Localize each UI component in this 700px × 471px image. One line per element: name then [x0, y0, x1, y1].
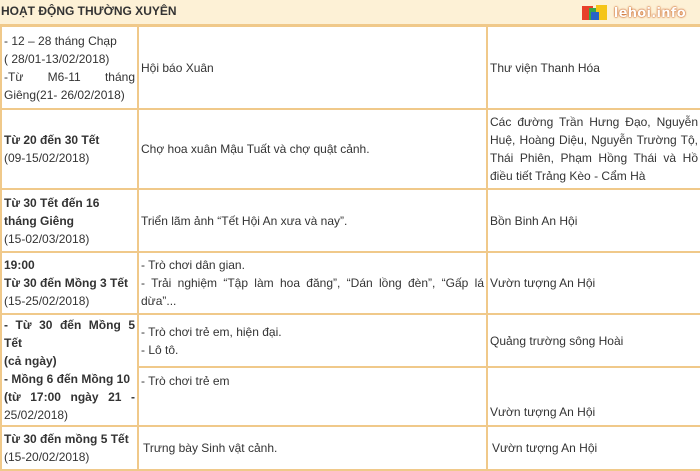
time-line: -Từ M6-11 tháng — [4, 69, 135, 84]
time-line: (15-02/03/2018) — [4, 231, 90, 246]
activity-text: Chợ hoa xuân Mậu Tuất và chợ quật cảnh. — [141, 142, 370, 156]
place-cell — [487, 26, 700, 109]
time-line: (09-15/02/2018) — [4, 151, 90, 165]
activity-line: - Trải nghiệm “Tập làm hoa đăng”, “Dán lồng đèn”, “Gấp lá dừa”... — [141, 276, 484, 308]
time-line: 25/02/2018) — [4, 408, 69, 422]
watermark-text: lehoi.info — [613, 5, 686, 21]
activity-cell — [138, 314, 487, 367]
table-row — [1, 189, 700, 252]
section-title: HOẠT ĐỘNG THƯỜNG XUYÊN — [1, 4, 177, 18]
place-text: Quảng trường sông Hoài — [490, 333, 624, 348]
activity-line: - Trò chơi trẻ em — [141, 374, 230, 389]
events-table — [0, 25, 700, 471]
time-line: ( 28/01-13/02/2018) — [4, 51, 110, 66]
place-text: Thư viện Thanh Hóa — [490, 60, 600, 75]
place-cell — [487, 189, 700, 252]
time-bold: Từ 30 đến mồng 5 Tết — [4, 432, 129, 446]
place-cell — [487, 252, 700, 314]
time-line: (15-20/02/2018) — [4, 450, 90, 464]
activity-cell — [138, 367, 487, 426]
activity-line: - Lô tô. — [141, 342, 179, 357]
time-bold: - Từ 30 đến Mồng 5 Tết — [4, 318, 135, 350]
time-cell — [1, 26, 138, 109]
place-text: Bồn Binh An Hội — [490, 213, 578, 228]
lehoi-logo-icon — [580, 4, 610, 22]
time-bold: (từ 17:00 ngày 21 - — [4, 390, 135, 404]
activity-cell — [138, 26, 487, 109]
activity-line: - Trò chơi dân gian. — [141, 258, 245, 272]
table-row — [1, 26, 700, 109]
table-row — [1, 314, 700, 367]
place-cell — [487, 109, 700, 189]
time-bold: Từ 30 Tết đến 16 tháng Giêng — [4, 195, 100, 228]
activity-text: Triển lãm ảnh “Tết Hội An xưa và nay”. — [141, 213, 348, 228]
place-cell — [487, 426, 700, 470]
time-cell — [1, 109, 138, 189]
activity-cell — [138, 426, 487, 470]
time-cell — [1, 426, 138, 470]
activity-text: Hội báo Xuân — [141, 60, 214, 75]
activity-cell — [138, 109, 487, 189]
watermark — [580, 4, 686, 22]
place-text: Vườn tượng An Hội — [492, 441, 598, 455]
place-text: Các đường Trần Hưng Đạo, Nguyễn Huệ, Hoàng Diệu, Nguyễn Trường Tộ, Thái Phiên, Phạm Hồng Thái và Hồ điều tiết Trảng Kèo - Cẩm Hà — [490, 115, 698, 183]
time-cell — [1, 189, 138, 252]
time-bold: Từ 20 đến 30 Tết — [4, 133, 100, 147]
place-cell — [487, 367, 700, 426]
time-line: - 12 – 28 tháng Chạp — [4, 33, 117, 48]
table-row — [1, 109, 700, 189]
place-text: Vườn tượng An Hội — [490, 276, 596, 290]
section-header — [0, 0, 700, 25]
activity-text: Trưng bày Sinh vật cảnh. — [143, 441, 278, 455]
place-cell — [487, 314, 700, 367]
time-bold: - Mồng 6 đến Mồng 10 — [4, 372, 130, 386]
time-line: (15-25/02/2018) — [4, 294, 90, 308]
time-line: Giêng(21- 26/02/2018) — [4, 87, 125, 102]
table-row — [1, 252, 700, 314]
activity-line: - Trò chơi trẻ em, hiện đại. — [141, 324, 282, 339]
time-cell — [1, 314, 138, 426]
activity-cell — [138, 252, 487, 314]
time-bold: Từ 30 đến Mồng 3 Tết — [4, 276, 129, 290]
time-bold: 19:00 — [4, 258, 35, 272]
table-row — [1, 426, 700, 470]
time-bold: (cả ngày) — [4, 354, 57, 368]
place-text: Vườn tượng An Hội — [490, 405, 596, 419]
activity-cell — [138, 189, 487, 252]
time-cell — [1, 252, 138, 314]
